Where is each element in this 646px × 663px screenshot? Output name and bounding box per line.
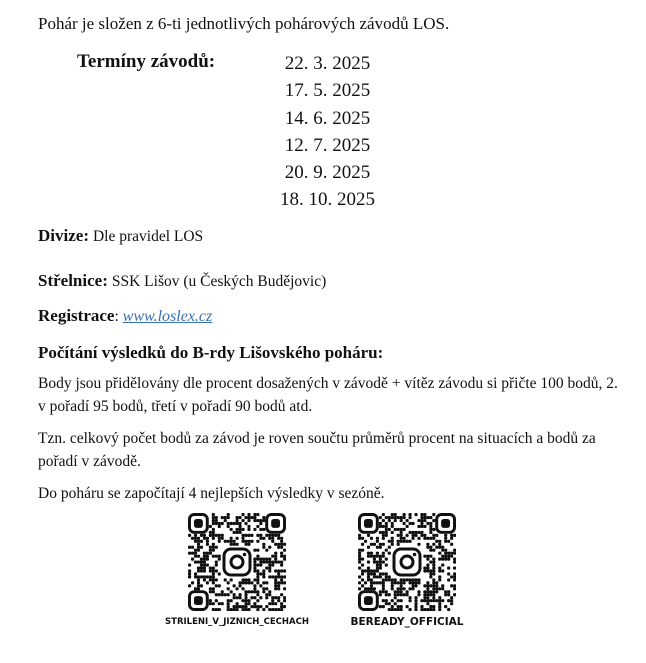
qr-finder-core <box>441 519 450 528</box>
race-date: 22. 3. 2025 <box>284 53 371 74</box>
divisions-row <box>38 226 203 246</box>
instagram-icon <box>394 549 420 575</box>
qr-finder-core <box>364 596 373 605</box>
race-date: 18. 10. 2025 <box>280 189 375 211</box>
instagram-icon <box>224 549 250 575</box>
race-date: 12. 7. 2025 <box>284 134 371 156</box>
qr-finder-core <box>271 519 280 528</box>
registration-link[interactable]: www.loslex.cz <box>122 308 213 325</box>
scoring-paragraph: Do poháru se započítají 4 nejlepších výsledky v sezóně. <box>38 485 385 502</box>
race-date: 17. 5. 2025 <box>284 80 371 102</box>
registration-row <box>38 306 212 326</box>
qr-finder-core <box>364 519 373 528</box>
range-row <box>38 271 326 291</box>
range-value: SSK Lišov (u Českých Budějovic) <box>111 273 327 290</box>
scoring-paragraph: Body jsou přidělovány dle procent dosažených v závodě + vítěz závodu si přičte 100 bodů, 2. v pořadí 95 bodů, třetí v pořadí 90 bodů atd. <box>38 375 618 415</box>
race-dates-list <box>265 50 390 214</box>
intro-text: Pohár je složen z 6-ti jednotlivých pohárových závodů LOS. <box>38 14 450 33</box>
scoring-paragraph: Tzn. celkový počet bodů za závod je roven součtu průměrů procent na situacích a bodů za pořadí v závodě. <box>38 430 596 470</box>
divisions-label: Divize: <box>38 226 89 245</box>
instagram-handle: BEREADY_OFFICIAL <box>350 616 464 628</box>
registration-label: Registrace <box>38 306 115 325</box>
instagram-qr-code[interactable] <box>358 513 456 611</box>
range-label: Střelnice: <box>38 271 108 290</box>
race-date: 20. 9. 2025 <box>284 162 371 184</box>
instagram-handle: STRILENI_V_JIZNICH_CECHACH <box>165 617 309 627</box>
race-date: 14. 6. 2025 <box>284 107 371 129</box>
divisions-value: Dle pravidel LOS <box>92 228 204 245</box>
race-dates-label: Termíny závodů: <box>77 51 216 72</box>
scoring-heading: Počítání výsledků do B-rdy Lišovského poháru: <box>38 343 384 362</box>
instagram-qr-code[interactable] <box>188 513 286 611</box>
registration-separator: : <box>114 308 119 325</box>
qr-finder-core <box>194 596 203 605</box>
qr-finder-core <box>194 519 203 528</box>
